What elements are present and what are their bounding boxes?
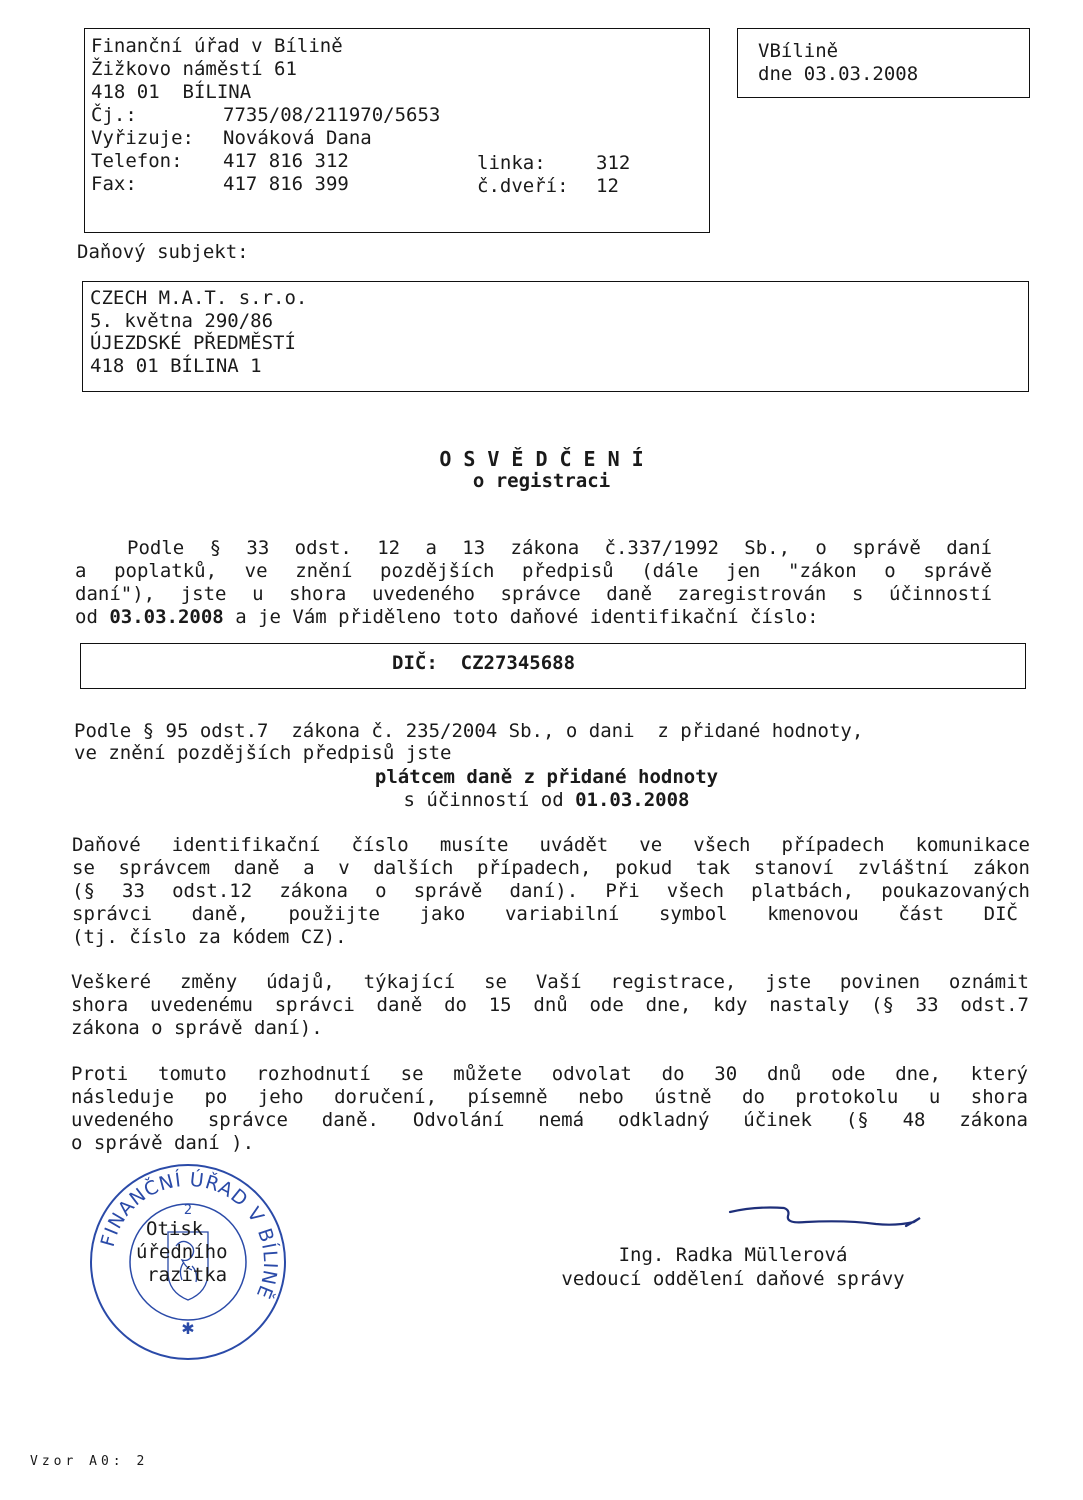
changes-paragraph: [71, 971, 1029, 1040]
phone-value: 417 816 312: [223, 150, 349, 172]
dic-usage-paragraph: [72, 834, 1030, 949]
registration-date: 03.03.2008: [109, 606, 224, 628]
handler-label: Vyřizuje:: [91, 127, 194, 149]
cj-value: 7735/08/211970/5653: [223, 104, 441, 126]
para1-line4: [75, 606, 992, 629]
phone-label: Telefon:: [91, 150, 183, 172]
dic-value: CZ27345688: [460, 652, 576, 674]
date-text: dne 03.03.2008: [758, 63, 919, 85]
para4-line1: Veškeré změny údajů, týkající se Vaší registrace, jste povinen oznámit: [71, 971, 1029, 993]
para3-line5: (tj. číslo za kódem CZ).: [72, 926, 347, 948]
dic-line: [392, 652, 575, 675]
place-text: VBílině: [758, 40, 839, 62]
vat-effective-pre: s účinností od: [403, 789, 564, 811]
vat-effective-line: [0, 789, 1083, 811]
para2-line1: Podle § 95 odst.7 zákona č. 235/2004 Sb., o dani z přidané hodnoty,: [74, 720, 864, 742]
document-subtitle: o registraci: [472, 470, 611, 492]
para1-line4-post: a je Vám přiděleno toto daňové identifikační číslo:: [235, 606, 819, 628]
signatory-role: vedoucí oddělení daňové správy: [561, 1268, 905, 1290]
para3-line4: správci daně, použijte jako variabilní symbol kmenovou část DIČ: [72, 903, 1018, 925]
stamp-placeholder-line3: razítka: [147, 1264, 228, 1286]
stamp-placeholder-line2: úředního: [136, 1241, 228, 1263]
para3-line2: se správcem daně a v dalších případech, pokud tak stanoví zvláštní zákon: [72, 857, 1030, 879]
document-title: OSVĚDČENÍ: [439, 447, 656, 471]
stamp-star-icon: ✱: [181, 1319, 195, 1338]
para2-line2: ve znění pozdějších předpisů jste: [74, 742, 452, 764]
subject-name: CZECH M.A.T. s.r.o.: [90, 287, 308, 309]
para1-line3: daní"), jste u shora uvedeného správce daně zaregistrován s účinností: [75, 583, 992, 605]
stamp-ring-text: FINANČNÍ ÚŘAD V BÍLINĚ: [96, 1168, 282, 1303]
appeal-paragraph: [71, 1063, 1028, 1155]
para1-line4-pre: od: [75, 606, 98, 628]
signatory-name: Ing. Radka Müllerová: [618, 1244, 848, 1266]
para3-line3: (§ 33 odst.12 zákona o správě daní). Při všech platbách, poukazovaných: [72, 880, 1030, 902]
office-name: Finanční úřad v Bílině: [91, 35, 343, 57]
official-stamp: [88, 1162, 288, 1362]
form-code: Vzor A0: 2: [30, 1454, 149, 1469]
door-value: 12: [596, 175, 619, 197]
vat-payer-line: plátcem daně z přidané hodnoty: [374, 766, 719, 788]
handwritten-signature: [726, 1198, 926, 1238]
vat-effective-date: 01.03.2008: [575, 789, 690, 811]
subject-street: 5. května 290/86: [90, 310, 274, 332]
registration-paragraph: [75, 537, 992, 629]
dic-label: DIČ:: [392, 652, 438, 674]
fax-value: 417 816 399: [223, 173, 349, 195]
office-city: 418 01 BÍLINA: [91, 81, 252, 103]
subject-city: 418 01 BÍLINA 1: [90, 355, 262, 377]
office-street: Žižkovo náměstí 61: [91, 58, 297, 80]
para5-line1: Proti tomuto rozhodnutí se můžete odvolat do 30 dnů ode dne, který: [71, 1063, 1028, 1085]
para3-line1: Daňové identifikační číslo musíte uvádět ve všech případech komunikace: [72, 834, 1030, 856]
para5-line3: uvedeného správce daně. Odvolání nemá odkladný účinek (§ 48 zákona: [71, 1109, 1028, 1131]
para5-line2: následuje po jeho doručení, písemně nebo ústně do protokolu u shora: [71, 1086, 1028, 1108]
ext-label: linka:: [477, 152, 546, 174]
subject-district: ÚJEZDSKÉ PŘEDMĚSTÍ: [90, 332, 296, 354]
para1-line2: a poplatků, ve znění pozdějších předpisů (dále jen "zákon o správě: [75, 560, 992, 582]
handler-value: Nováková Dana: [223, 127, 372, 149]
ext-value: 312: [596, 152, 631, 174]
para4-line2: shora uvedenému správci daně do 15 dnů ode dne, kdy nastaly (§ 33 odst.7: [71, 994, 1029, 1016]
stamp-placeholder-line1: Otisk: [146, 1218, 204, 1240]
stamp-number: 2: [183, 1203, 193, 1218]
para1-line1: Podle § 33 odst. 12 a 13 zákona č.337/1992 Sb., o správě daní: [127, 537, 992, 559]
door-label: č.dveří:: [477, 175, 569, 197]
fax-label: Fax:: [91, 173, 137, 195]
cj-label: Čj.:: [91, 104, 137, 126]
subject-label: Daňový subjekt:: [77, 241, 249, 263]
para5-line4: o správě daní ).: [71, 1132, 255, 1154]
para4-line3: zákona o správě daní).: [71, 1017, 323, 1039]
